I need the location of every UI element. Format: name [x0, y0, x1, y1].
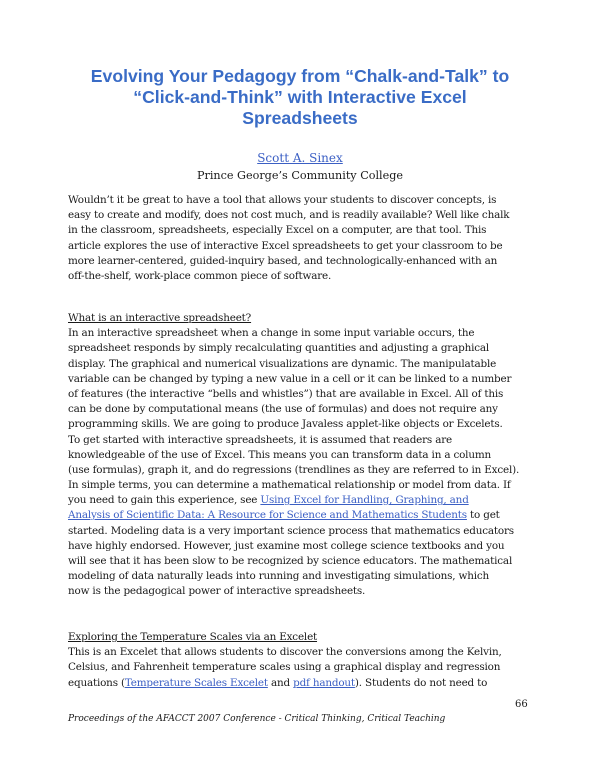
author-affiliation: Prince George’s Community College: [196, 169, 404, 182]
pdf-handout-link[interactable]: pdf handout: [293, 676, 355, 689]
abstract-line: in the classroom, spreadsheets, especially Excel on a computer, are that tool. This: [68, 224, 487, 237]
page-footer: Proceedings of the AFACCT 2007 Conference - Critical Thinking, Critical Teaching: [68, 714, 446, 724]
body-line: will see that it has been slow to be recognized by science educators. The mathematical: [68, 555, 513, 567]
abstract-line: off-the-shelf, work-place common piece of software.: [68, 269, 332, 282]
abstract-line: more learner-centered, guided-inquiry based, and technologically-enhanced with an: [68, 254, 498, 267]
body-line: Celsius, and Fahrenheit temperature scales using a graphical display and regression: [68, 661, 501, 674]
title-line-2: “Click-and-Think” with Interactive Excel: [133, 87, 467, 107]
body-line: can be done by computational means (the use of formulas) and does not require any: [68, 403, 498, 416]
title-line-1: Evolving Your Pedagogy from “Chalk-and-Talk” to: [90, 66, 510, 86]
section-heading: Exploring the Temperature Scales via an Excelet: [68, 631, 318, 643]
body-text: you need to gain this experience, see: [68, 494, 261, 507]
section-heading: What is an interactive spreadsheet?: [68, 312, 252, 324]
body-line: knowledgeable of the use of Excel. This means you can transform data in a column: [68, 448, 492, 461]
abstract-paragraph: [68, 193, 538, 284]
excel-guide-link-continued[interactable]: Analysis of Scientific Data: A Resource for Science and Mathematics Students: [68, 509, 467, 522]
temperature-excelet-link[interactable]: Temperature Scales Excelet: [124, 676, 268, 689]
body-text: and: [267, 676, 294, 689]
body-line: programming skills. We are going to produce Javaless applet-like objects or Excelets.: [68, 418, 503, 431]
body-line: (use formulas), graph it, and do regressions (trendlines as they are referred to in Excel).: [68, 463, 520, 476]
body-line: In simple terms, you can determine a mathematical relationship or model from data. If: [68, 479, 511, 492]
body-line: To get started with interactive spreadsheets, it is assumed that readers are: [68, 433, 452, 446]
body-line: spreadsheet responds by simply recalculating quantities and adjusting a graphical: [68, 342, 490, 355]
body-text: to get: [466, 509, 500, 522]
body-text: ). Students do not need to: [354, 676, 488, 689]
body-line: variable can be changed by typing a new value in a cell or it can be linked to a number: [68, 372, 512, 385]
page-number: 66: [515, 699, 528, 710]
section-temperature-scales: [68, 630, 538, 691]
paper-title: [60, 66, 540, 129]
body-line: This is an Excelet that allows students to discover the conversions among the Kelvin,: [68, 646, 502, 659]
section-interactive-spreadsheet: [68, 311, 538, 600]
abstract-line: easy to create and modify, does not cost much, and is readily available? Well like chalk: [68, 209, 510, 222]
body-line: [68, 508, 538, 523]
body-text: equations (: [68, 676, 125, 689]
excel-guide-link[interactable]: Using Excel for Handling, Graphing, and: [260, 494, 469, 507]
title-line-3: Spreadsheets: [242, 108, 358, 128]
body-line: started. Modeling data is a very important science process that mathematics educators: [68, 524, 514, 537]
body-line: modeling of data naturally leads into running and investigating simulations, which: [68, 570, 490, 583]
abstract-line: article explores the use of interactive Excel spreadsheets to get your classroom to be: [68, 239, 503, 252]
abstract-line: Wouldn’t it be great to have a tool that allows your students to discover concepts, is: [68, 194, 497, 206]
body-line: display. The graphical and numerical visualizations are dynamic. The manipulatable: [68, 357, 497, 370]
body-line: In an interactive spreadsheet when a change in some input variable occurs, the: [68, 327, 475, 340]
author-link[interactable]: Scott A. Sinex: [257, 151, 343, 165]
body-line: of features (the interactive “bells and whistles”) that are available in Excel. All of this: [68, 387, 504, 400]
body-line: [68, 676, 538, 691]
author-block: [0, 150, 600, 166]
body-line: [68, 493, 538, 508]
body-line: have highly endorsed. However, just examine most college science textbooks and you: [68, 539, 505, 552]
body-line: now is the pedagogical power of interactive spreadsheets.: [68, 585, 366, 598]
